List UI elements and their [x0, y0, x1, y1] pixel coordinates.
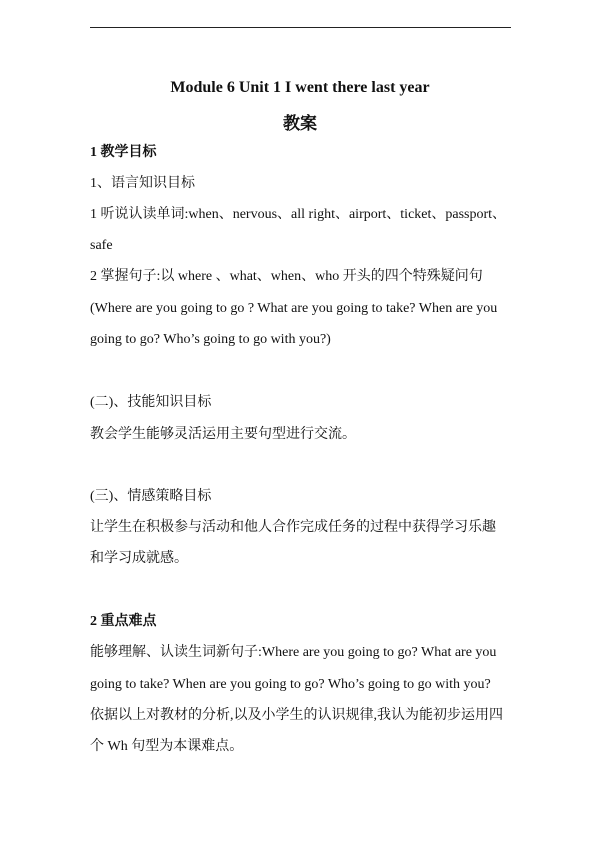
sentence-line-3: going to go? Who’s going to go with you?) [90, 332, 331, 347]
affective-line-1: 让学生在积极参与活动和他人合作完成任务的过程中获得学习乐趣 [90, 520, 496, 535]
key-points-line-1: 能够理解、认读生词新句子:Where are you going to go? What are you [90, 645, 497, 660]
skill-text: 教会学生能够灵活运用主要句型进行交流。 [90, 427, 356, 442]
vocab-line-2: safe [90, 238, 113, 253]
header-rule [90, 27, 511, 28]
subheading-affective-strategy: (三)、情感策略目标 [90, 489, 212, 504]
document-subtitle: 教案 [283, 114, 317, 134]
sentence-line-1: 2 掌握句子:以 where 、what、when、who 开头的四个特殊疑问句 [90, 269, 483, 284]
key-points-line-2: going to take? When are you going to go? Who’s going to go with you? [90, 677, 491, 692]
key-points-line-4: 个 Wh 句型为本课难点。 [90, 739, 244, 754]
subheading-language-knowledge: 1、语言知识目标 [90, 176, 195, 191]
affective-line-2: 和学习成就感。 [90, 551, 188, 566]
sentence-line-2: (Where are you going to go ? What are you going to take? When are you [90, 301, 498, 316]
vocab-line-1: 1 听说认读单词:when、nervous、all right、airport、ticket、passport、 [90, 207, 507, 222]
section-heading-objectives: 1 教学目标 [90, 145, 157, 160]
subheading-skill-knowledge: (二)、技能知识目标 [90, 395, 212, 410]
section-heading-key-points: 2 重点难点 [90, 614, 157, 629]
document-title: Module 6 Unit 1 I went there last year [170, 79, 430, 96]
key-points-line-3: 依据以上对教材的分析,以及小学生的认识规律,我认为能初步运用四 [90, 708, 503, 723]
